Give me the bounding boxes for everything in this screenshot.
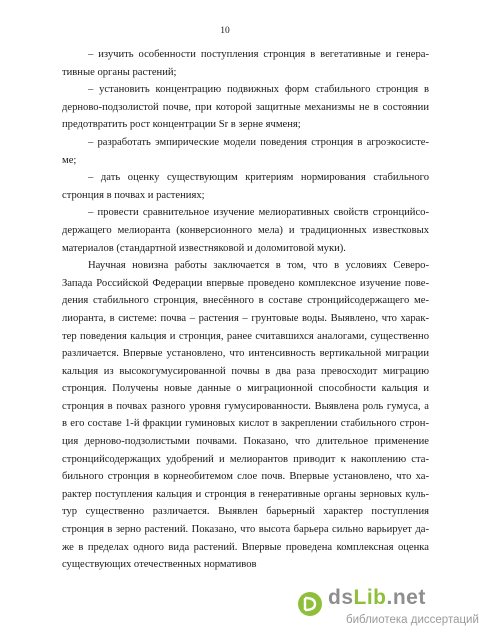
watermark [290,586,479,632]
text-line: стронцийсодержащих удобрений и мелиорантов приводит к накоплению ста- [62,453,429,465]
text-line: существующих отечественных нормативов [62,559,257,571]
text-line: ция дерново-подзолистыми почвами. Показано, что длительное применение [62,436,429,448]
text-line: бильного стронция в корнеобитемом слое почв. Впервые установлено, что ха- [62,471,429,483]
text-line: – изучить особенности поступления стронция в вегетативные и генера- [88,49,429,60]
dslib-logo-icon [296,590,324,618]
text-line: Научная новизна работы заключается в том, что в условиях Северо- [88,260,429,272]
text-line: стронция в почвах разного уровня гумусированности. Выявлена роль гумуса, а [62,400,429,412]
page-number: 10 [220,26,230,36]
text-line: дерново-подзолистой почве, при которой защитные механизмы не в состоянии [62,101,429,113]
text-line: держащего мелиоранта (конверсионного мела) и традиционных известковых [62,224,429,236]
text-line: кальция из высокогумусированной почвы в два раза превосходит миграцию [62,365,429,377]
text-line: различается. Впервые установлено, что интенсивность вертикальной миграции [62,348,429,360]
text-line: тивные органы растений; [62,66,177,78]
watermark-caption: библиотека диссертаций [346,614,479,626]
text-line: тер поведения кальция и стронция, ранее считавшихся аналогами, существенно [62,330,429,342]
text-line: Запада Российской Федерации впервые проведено комплексное изучение пове- [62,277,429,289]
text-line: стронция в зерно растений. Показано, что высота барьера сильно варьирует да- [62,524,429,536]
text-line: – установить концентрацию подвижных форм стабильного стронция в [88,84,429,96]
text-line: дения стабильного стронция, внесённого в составе стронцийсодержащего ме- [62,295,429,307]
text-line: – провести сравнительное изучение мелиоративных свойств стронцийсо- [88,207,429,219]
watermark-brand [328,586,426,610]
text-line: ме; [62,154,77,166]
text-line: стронция в почвах и растениях; [62,189,205,201]
watermark-brand-d: d [328,586,342,609]
text-line: материалов (стандартной известняковой и доломитовой муки). [62,242,346,254]
text-line: же в пределах одного вида растений. Впервые проведена комплексная оценка [62,541,429,553]
text-line: предотвратить рост концентрации Sr в зерне ячменя; [62,119,301,131]
text-line: – разработать эмпирические модели поведения стронция в агроэкосисте- [88,136,429,148]
text-line: стронция. Получены новые данные о миграционной способности кальция и [62,383,429,395]
text-line: в его составе 1-й фракции гуминовых кислот в закреплении стабильного строн- [62,418,429,430]
watermark-brand-net: .net [386,586,426,609]
watermark-brand-lib: Lib [353,586,387,609]
text-line: рактер поступления кальция и стронция в генеративные органы зерновых куль- [62,488,429,500]
text-line: – дать оценку существующим критериям нормирования стабильного [88,172,429,184]
text-line: тур существенно различается. Выявлен барьерный характер поступления [62,506,429,518]
text-line: лиоранта, в системе: почва – растения – грунтовые воды. Выявлено, что харак- [62,312,429,324]
body-text [62,46,429,571]
watermark-brand-s: s [341,586,354,609]
